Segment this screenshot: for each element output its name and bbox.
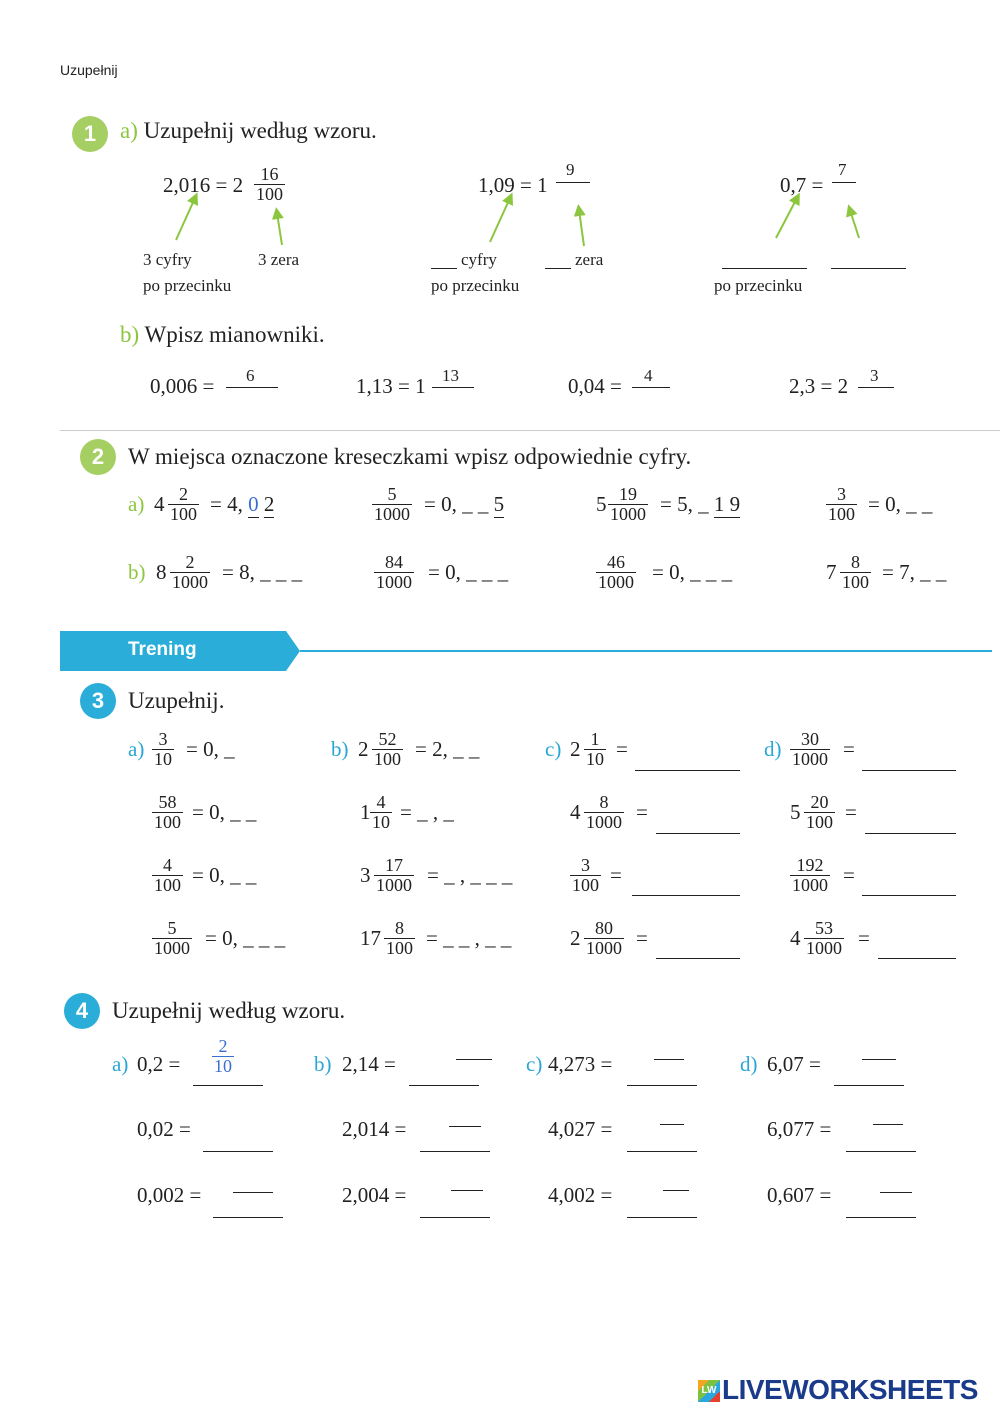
ex3-r2-a-result[interactable]: = 0, _ _: [192, 800, 257, 824]
ex4-r2-c-lhs: 4,027 =: [548, 1117, 613, 1141]
ex1b-item-3-lhs: 0,04 =: [568, 374, 622, 398]
liveworksheets-logo-badge-text: LW: [698, 1380, 720, 1402]
ex4-r1-c-answer[interactable]: [627, 1085, 697, 1086]
ex3-r2-a-fraction: [152, 793, 183, 832]
ex4-r1-d-lhs: 6,07 =: [767, 1052, 821, 1076]
ex1b-item-3-numerator: 4: [644, 366, 653, 385]
ex3-r2-c-answer[interactable]: [656, 833, 740, 834]
fraction-numerator: 2: [179, 484, 188, 504]
fraction-numerator: 3: [158, 729, 168, 749]
ex3-r4-b-result[interactable]: = _ _ , _ _: [426, 926, 512, 950]
fraction-numerator: 8: [851, 552, 860, 572]
ex3-r4-d-equals: =: [858, 926, 870, 950]
ex4-d-label: d): [740, 1052, 758, 1076]
ex4-r1-c-fraction-bar: [654, 1059, 684, 1060]
ex2-b1-whole: 8: [156, 560, 167, 584]
ex4-r3-c-fraction-bar: [663, 1190, 689, 1191]
fraction-denominator: 1000: [586, 938, 622, 958]
ex3-r3-a-fraction: [152, 856, 183, 895]
ex1-example-2-lhs: 1,09 = 1: [478, 173, 548, 197]
ex2-b4-whole: 7: [826, 560, 837, 584]
fraction-denominator: 1000: [792, 749, 828, 769]
ex4-r1-b-lhs: 2,14 =: [342, 1052, 396, 1076]
ex1-label-zera: zera: [575, 250, 604, 269]
ex4-r2-d-answer[interactable]: [846, 1151, 916, 1152]
ex3-r1-c-fraction: [584, 730, 606, 769]
ex2-a1-answer-2[interactable]: 2: [263, 492, 275, 516]
ex1b-item-4-lhs: 2,3 = 2: [789, 374, 849, 398]
ex3-r1-d-fraction: [790, 730, 830, 769]
ex3-r2-c-fraction: [584, 793, 624, 832]
ex4-r2-b-lhs: 2,014 =: [342, 1117, 407, 1141]
ex3-r4-c-answer[interactable]: [656, 958, 740, 959]
exercise-4-title: Uzupełnij według wzoru.: [112, 998, 346, 1023]
exercise-2-title: W miejsca oznaczone kreseczkami wpisz odpowiednie cyfry.: [128, 444, 692, 469]
ex4-r3-b-fraction-bar: [451, 1190, 483, 1191]
exercise-2-number: 2: [80, 439, 116, 475]
exercise-3-title: Uzupełnij.: [128, 688, 225, 713]
ex3-r4-a-fraction: [152, 919, 192, 958]
fraction-denominator: 1000: [376, 875, 412, 895]
ex3-r1-d-answer[interactable]: [862, 770, 956, 771]
fraction-numerator: 20: [810, 792, 829, 812]
fraction-numerator: 53: [815, 918, 833, 938]
ex3-r3-c-answer[interactable]: [632, 895, 740, 896]
ex4-r3-a-lhs: 0,002 =: [137, 1183, 202, 1207]
fraction-numerator: 58: [158, 792, 177, 812]
ex4-a-label: a): [112, 1052, 129, 1076]
ex3-r2-b-fraction: [370, 793, 392, 832]
ex3-r4-d-whole: 4: [790, 926, 801, 950]
ex2-b4-result[interactable]: = 7, _ _: [882, 560, 947, 584]
fraction-denominator: 100: [828, 504, 855, 524]
fraction-denominator: 100: [386, 938, 413, 958]
liveworksheets-logo-text[interactable]: LIVEWORKSHEETS: [722, 1374, 978, 1405]
ex3-r1-b-result[interactable]: = 2, _ _: [415, 737, 480, 761]
ex3-r1-c-equals: =: [616, 737, 628, 761]
ex4-r2-b-answer[interactable]: [420, 1151, 490, 1152]
fraction-numerator: 2: [218, 1036, 228, 1056]
ex3-r4-c-whole: 2: [570, 926, 581, 950]
ex2-a3-rhs[interactable]: = 5, _: [660, 492, 709, 516]
fraction-numerator: 46: [607, 552, 625, 572]
ex1b-item-1-lhs: 0,006 =: [150, 374, 215, 398]
ex2-a1-rhs: = 4,: [210, 492, 243, 516]
ex3-r3-d-answer[interactable]: [862, 895, 956, 896]
ex3-a-label: a): [128, 737, 145, 761]
ex4-r1-b-fraction-bar: [456, 1059, 492, 1060]
fraction-denominator: 100: [154, 875, 181, 895]
fraction-numerator: 1: [590, 729, 600, 749]
fraction-denominator: 10: [154, 749, 172, 769]
ex3-r4-d-fraction: [804, 919, 844, 958]
ex4-r3-c-answer[interactable]: [627, 1217, 697, 1218]
ex2-a4-result[interactable]: = 0, _ _: [868, 492, 933, 516]
exercise-3-number: 3: [80, 683, 116, 719]
ex1-label-po-przecinku-2: po przecinku: [431, 276, 520, 295]
fraction-denominator: 10: [214, 1056, 232, 1076]
ex1-example-3-lhs: 0,7 =: [780, 173, 824, 197]
ex3-r4-c-fraction: [584, 919, 624, 958]
ex4-r3-a-fraction-bar: [233, 1192, 273, 1193]
ex3-d-label: d): [764, 737, 782, 761]
ex4-b-label: b): [314, 1052, 332, 1076]
fraction-numerator: 3: [581, 855, 590, 875]
ex1-label-3zera: 3 zera: [258, 250, 300, 269]
ex4-r3-b-answer[interactable]: [420, 1217, 490, 1218]
fraction-denominator: 100: [154, 812, 181, 832]
fraction-denominator: 1000: [598, 572, 634, 592]
ex3-r2-b-result[interactable]: = _ , _: [400, 800, 454, 824]
fraction-denominator: 10: [372, 812, 390, 832]
ex1-example-2-numerator: 9: [566, 160, 575, 179]
ex1b-item-2-numerator: 13: [442, 366, 459, 385]
ex4-r1-a-lhs: 0,2 =: [137, 1052, 181, 1076]
fraction-numerator: 8: [395, 918, 404, 938]
ex3-r2-d-whole: 5: [790, 800, 801, 824]
ex4-r2-d-lhs: 6,077 =: [767, 1117, 832, 1141]
ex3-r3-c-equals: =: [610, 863, 622, 887]
ex4-r3-a-answer[interactable]: [213, 1217, 283, 1218]
fraction-numerator: 4: [163, 855, 172, 875]
fraction-denominator: 100: [572, 875, 599, 895]
ex1-a-label: a): [120, 118, 138, 143]
ex3-r4-b-fraction: [384, 919, 415, 958]
ex3-r2-d-answer[interactable]: [865, 833, 956, 834]
ex3-c-label: c): [545, 737, 562, 761]
ex1-b-title: Wpisz mianowniki.: [144, 322, 325, 347]
exercise-1-number: 1: [72, 116, 108, 152]
ex2-a3-answer[interactable]: 1 9: [713, 492, 741, 516]
exercise-4-number: 4: [64, 993, 100, 1029]
fraction-numerator: 30: [801, 729, 819, 749]
ex4-r1-d-answer[interactable]: [834, 1085, 904, 1086]
ex2-a3-whole: 5: [596, 492, 607, 516]
ex4-r3-d-answer[interactable]: [846, 1217, 916, 1218]
ex4-r1-b-answer[interactable]: [409, 1085, 479, 1086]
liveworksheets-logo-badge: [698, 1380, 720, 1402]
ex4-r3-b-lhs: 2,004 =: [342, 1183, 407, 1207]
fraction-denominator: 100: [806, 812, 833, 832]
fraction-denominator: 100: [256, 184, 283, 204]
fraction-numerator: 52: [378, 729, 397, 749]
ex4-c-label: c): [526, 1052, 543, 1076]
ex3-r1-c-whole: 2: [570, 737, 581, 761]
fraction-numerator: 8: [599, 792, 609, 812]
fraction-numerator: 192: [796, 855, 824, 875]
fraction-numerator: 5: [167, 918, 177, 938]
fraction-numerator: 84: [385, 552, 403, 572]
fraction-denominator: 1000: [806, 938, 842, 958]
ex3-r1-a-fraction: [152, 730, 174, 769]
ex3-r1-a-result[interactable]: = 0, _: [186, 737, 235, 761]
ex3-r1-d-equals: =: [843, 737, 855, 761]
ex4-r1-d-fraction-bar: [862, 1059, 896, 1060]
ex1b-item-4-numerator: 3: [870, 366, 879, 385]
ex2-a1-whole: 4: [154, 492, 165, 516]
fraction-numerator: 3: [837, 484, 846, 504]
ex3-r3-c-fraction: [570, 856, 601, 895]
ex1-example-1-lhs: 2,016 = 2: [163, 173, 244, 197]
ex1-b-label: b): [120, 322, 140, 347]
fraction-denominator: 1000: [154, 938, 190, 958]
fraction-denominator: 1000: [610, 504, 646, 524]
fraction-denominator: 1000: [376, 572, 412, 592]
ex3-r1-b-whole: 2: [358, 737, 369, 761]
ex3-r3-b-whole: 3: [360, 863, 371, 887]
ex3-r1-b-fraction: [372, 730, 403, 769]
fraction-numerator: 80: [595, 918, 613, 938]
ex4-r3-d-fraction-bar: [880, 1192, 912, 1193]
ex3-r4-c-equals: =: [636, 926, 648, 950]
fraction-numerator: 4: [376, 792, 386, 812]
fraction-denominator: 1000: [374, 504, 410, 524]
fraction-numerator: 2: [185, 552, 195, 572]
fraction-denominator: 1000: [792, 875, 828, 895]
ex4-r2-a-answer[interactable]: [203, 1151, 273, 1152]
trening-label: Trening: [128, 639, 197, 660]
ex3-r2-c-whole: 4: [570, 800, 581, 824]
fraction-numerator: 17: [385, 855, 403, 875]
ex1b-item-1-numerator: 6: [246, 366, 255, 385]
ex3-r4-b-whole: 17: [360, 926, 381, 950]
ex2-b2-result[interactable]: = 0, _ _ _: [428, 560, 509, 584]
fraction-denominator: 100: [842, 572, 869, 592]
ex3-r2-c-equals: =: [636, 800, 648, 824]
ex3-r3-b-result[interactable]: = _ , _ _ _: [427, 863, 513, 887]
ex2-b-label: b): [128, 560, 146, 584]
fraction-denominator: 10: [586, 749, 604, 769]
ex4-r2-b-fraction-bar: [449, 1126, 481, 1127]
ex1-label-3cyfry: 3 cyfry: [143, 250, 192, 269]
ex3-r3-d-equals: =: [843, 863, 855, 887]
ex4-r2-c-answer[interactable]: [627, 1151, 697, 1152]
ex4-example-fraction: [212, 1037, 234, 1076]
ex4-r1-c-lhs: 4,273 =: [548, 1052, 613, 1076]
fraction-denominator: 1000: [172, 572, 208, 592]
worksheet-title: Uzupełnij: [60, 62, 118, 78]
ex3-r3-b-fraction: [374, 856, 414, 895]
ex3-r2-d-fraction: [804, 793, 835, 832]
ex3-r1-c-answer[interactable]: [635, 770, 740, 771]
fraction-numerator: 16: [260, 164, 279, 184]
ex2-a1-answer-1[interactable]: 0: [248, 492, 259, 516]
fraction-denominator: 100: [170, 504, 197, 524]
ex4-r2-a-lhs: 0,02 =: [137, 1117, 191, 1141]
ex2-b3-result[interactable]: = 0, _ _ _: [652, 560, 733, 584]
ex4-r2-c-fraction-bar: [660, 1124, 684, 1125]
ex2-a2-rhs[interactable]: = 0, _ _: [424, 492, 489, 516]
fraction-numerator: 19: [619, 484, 637, 504]
ex2-a2-answer[interactable]: 5: [493, 492, 505, 516]
fraction-denominator: 100: [374, 749, 401, 769]
ex1-label-cyfry: cyfry: [461, 250, 497, 269]
ex3-r4-d-answer[interactable]: [878, 958, 956, 959]
ex3-b-label: b): [331, 737, 349, 761]
ex3-r2-d-equals: =: [845, 800, 857, 824]
fraction-numerator: 5: [387, 484, 397, 504]
ex3-r3-a-result[interactable]: = 0, _ _: [192, 863, 257, 887]
ex1-a-title: Uzupełnij według wzoru.: [143, 118, 377, 143]
ex1-label-po-przecinku-1: po przecinku: [143, 276, 232, 295]
ex2-b1-result[interactable]: = 8, _ _ _: [222, 560, 303, 584]
ex1-label-po-przecinku-3: po przecinku: [714, 276, 803, 295]
ex1-example-3-numerator: 7: [838, 160, 847, 179]
ex3-r3-d-fraction: [790, 856, 830, 895]
ex4-r2-d-fraction-bar: [873, 1124, 903, 1125]
ex4-r1-a-answer: [193, 1085, 263, 1086]
ex4-r3-d-lhs: 0,607 =: [767, 1183, 832, 1207]
ex3-r4-a-result[interactable]: = 0, _ _ _: [205, 926, 286, 950]
ex2-a-label: a): [128, 492, 145, 516]
ex3-r2-b-whole: 1: [360, 800, 371, 824]
ex4-r3-c-lhs: 4,002 =: [548, 1183, 613, 1207]
ex1b-item-2-lhs: 1,13 = 1: [356, 374, 426, 398]
fraction-denominator: 1000: [586, 812, 622, 832]
